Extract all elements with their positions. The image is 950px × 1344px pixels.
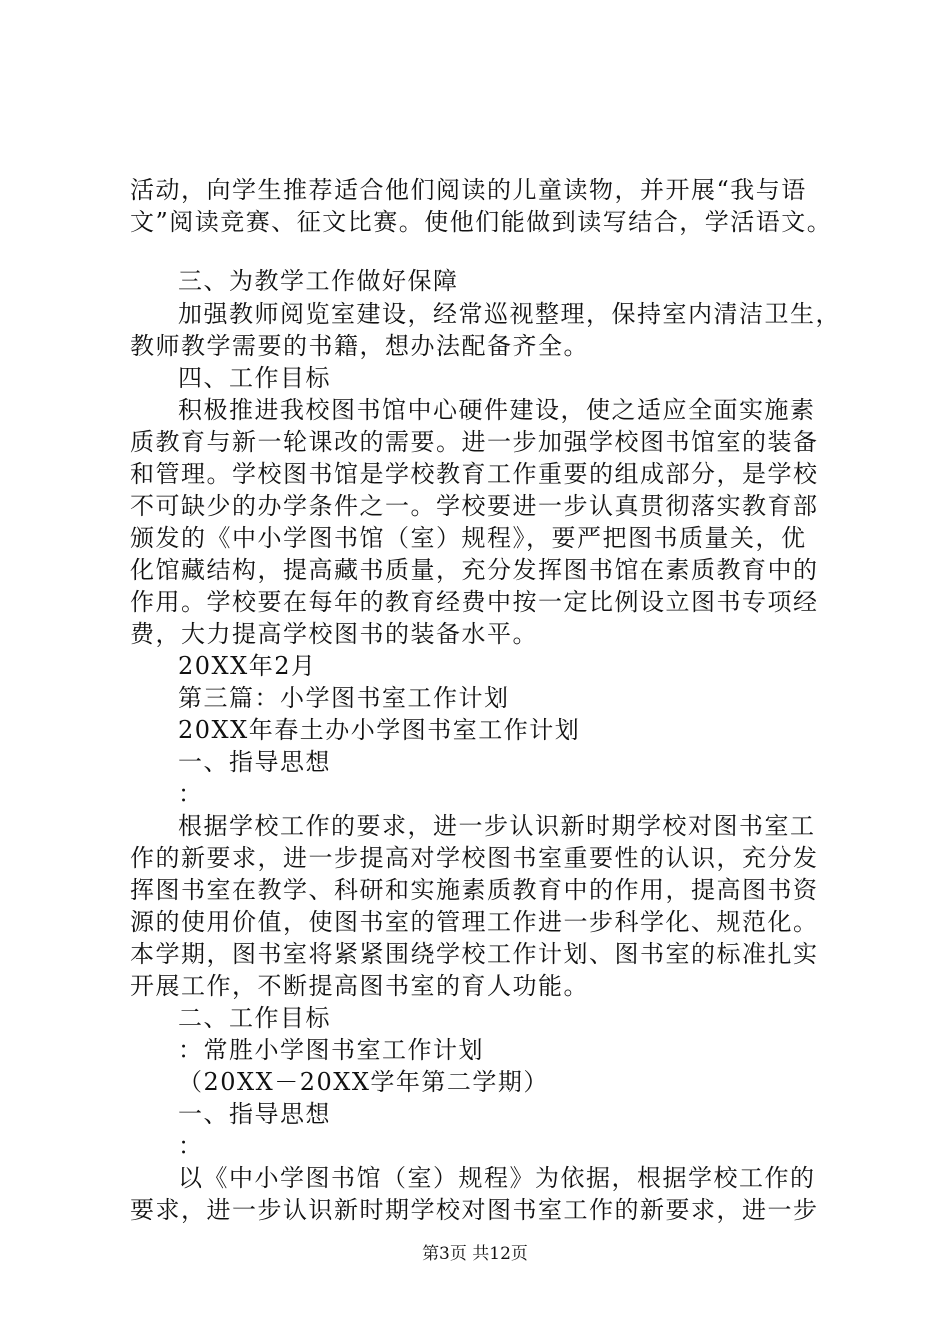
body-text-line: 根据学校工作的要求，进一步认识新时期学校对图书室工: [178, 812, 816, 840]
body-text-line: 加强教师阅览室建设，经常巡视整理，保持室内清洁卫生，: [178, 300, 841, 328]
body-text-line: 挥图书室在教学、科研和实施素质教育中的作用，提高图书资: [130, 876, 819, 904]
body-text-line: 教师教学需要的书籍，想办法配备齐全。: [130, 332, 589, 360]
body-text-line: 本学期，图书室将紧紧围绕学校工作计划、图书室的标准扎实: [130, 940, 819, 968]
body-text-line: 颁发的《中小学图书馆（室）规程》，要严把图书质量关，优: [130, 524, 807, 552]
term-line: （20XX－20XX学年第二学期）: [178, 1068, 549, 1096]
plan-title: 20XX年春土办小学图书室工作计划: [178, 716, 581, 744]
body-text-line: 作的新要求，进一步提高对学校图书室重要性的认识，充分发: [130, 844, 819, 872]
colon-line: ：: [178, 1132, 204, 1160]
body-text-line: 和管理。学校图书馆是学校教育工作重要的组成部分，是学校: [130, 460, 819, 488]
section-heading: 一、指导思想: [178, 748, 331, 776]
section-heading: 二、工作目标: [178, 1004, 331, 1032]
body-text-line: 积极推进我校图书馆中心硬件建设，使之适应全面实施素: [178, 396, 816, 424]
section-heading: 三、为教学工作做好保障: [178, 267, 459, 295]
body-text-line: 开展工作，不断提高图书室的育人功能。: [130, 972, 589, 1000]
body-text-line: 以《中小学图书馆（室）规程》为依据，根据学校工作的: [178, 1164, 816, 1192]
body-text-line: 活动，向学生推荐适合他们阅读的儿童读物，并开展“我与语: [130, 176, 807, 204]
section-heading: 一、指导思想: [178, 1100, 331, 1128]
colon-line: ：: [178, 780, 204, 808]
page-footer: 第3页 共12页: [422, 1244, 528, 1264]
body-text-line: 源的使用价值，使图书室的管理工作进一步科学化、规范化。: [130, 908, 819, 936]
section-heading: 四、工作目标: [178, 364, 331, 392]
body-text-line: 费，大力提高学校图书的装备水平。: [130, 620, 538, 648]
body-text-line: 作用。学校要在每年的教育经费中按一定比例设立图书专项经: [130, 588, 819, 616]
date-line: 20XX年2月: [178, 652, 317, 680]
chapter-title: 第三篇：小学图书室工作计划: [178, 684, 510, 712]
subtitle-line: ：常胜小学图书室工作计划: [178, 1036, 484, 1064]
body-text-line: 化馆藏结构，提高藏书质量，充分发挥图书馆在素质教育中的: [130, 556, 819, 584]
body-text-line: 文”阅读竞赛、征文比赛。使他们能做到读写结合，学活语文。: [130, 208, 833, 236]
body-text-line: 质教育与新一轮课改的需要。进一步加强学校图书馆室的装备: [130, 428, 819, 456]
body-text-line: 要求，进一步认识新时期学校对图书室工作的新要求，进一步: [130, 1196, 819, 1224]
body-text-line: 不可缺少的办学条件之一。学校要进一步认真贯彻落实教育部: [130, 492, 819, 520]
